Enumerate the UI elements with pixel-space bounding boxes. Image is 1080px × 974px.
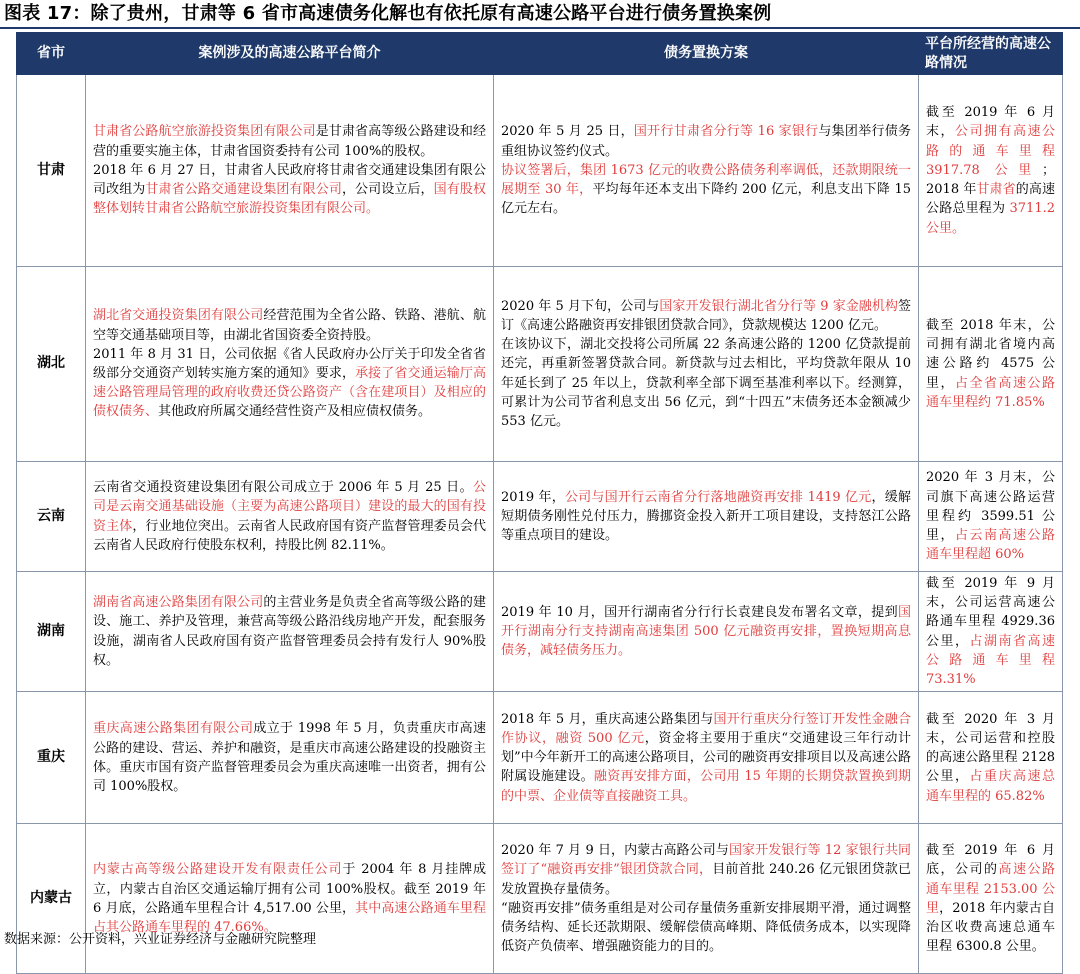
highway-cell <box>919 692 1063 824</box>
body-text: ；2018 年 <box>926 162 1055 198</box>
header-province: 省市 <box>17 33 86 75</box>
case-table <box>16 32 1063 974</box>
body-text: 2020 年 5 月下旬，公司与 <box>501 298 660 314</box>
province-cell: 云南 <box>17 462 86 572</box>
province-cell: 内蒙古 <box>17 824 86 974</box>
highlight-text: 公司拥有高速公路的通车里程 3917.78 公里 <box>926 124 1055 178</box>
body-text: 在该协议下，湖北交投将公司所属 22 条高速公路的 1200 亿贷款提前还完，再重新签署贷款合同。新贷款与过去相比，平均贷款年限从 10 年延长到了 25 年以上，贷款利率全部下调至基准利率以下。经测算，可累计为公司节省利息支出 56 亿元，到“十四五”末债务还本金额减少 553 亿元。 <box>501 337 911 429</box>
body-text: 2020 年 5 月 25 日， <box>501 124 634 140</box>
intro-cell <box>86 824 494 974</box>
highlight-text: 国有股权整体划转甘肃省公路航空旅游投资集团有限公司。 <box>93 182 486 217</box>
highlight-text: 国开行湖南分行支持湖南高速集团 500 亿元融资再安排，置换短期高息债务，减轻债务压力。 <box>501 604 911 659</box>
body-text: 的主营业务是负责全省高等级公路的建设、施工、养护及管理，兼营高等级公路沿线房地产开发，配套服务设施，湖南省人民政府国有资产监督管理委员会持有发行人 90%股权。 <box>93 595 486 668</box>
intro-cell <box>86 692 494 824</box>
table-row <box>17 75 1063 267</box>
body-text: ，资金将主要用于重庆“交通建设三年行动计划”中今年新开工的高速公路项目，公司的融资再安排项目以及高速公路附属设施建设。 <box>501 730 912 785</box>
highlight-text: 国开行甘肃省分行等 16 家银行 <box>633 124 819 140</box>
body-text: “融资再安排”债务重组是对公司存量债务重新安排展期平滑，通过调整债务结构、延长还款期限、缓解偿债高峰期、降低债务成本，以实现降低资产负债率、增强融资能力的目的。 <box>501 900 911 955</box>
body-text: 是甘肃省高等级公路建设和经营的重要实施主体，甘肃省国资委持有公司 100%的股权。 <box>93 124 486 159</box>
figure-title: 图表 17：除了贵州，甘肃等 6 省市高速债务化解也有依托原有高速公路平台进行债务置换案例 <box>4 3 772 24</box>
plan-cell <box>494 692 919 824</box>
highlight-text: 高速公路通车里程 2153.00 公里 <box>926 862 1055 916</box>
highlight-text: 占全省高速公路通车里程约 71.85% <box>926 375 1055 410</box>
body-text: 与集团举行债务重组协议签约仪式。 <box>501 124 911 159</box>
table-row <box>17 824 1063 974</box>
title-rule <box>0 27 1080 29</box>
highlight-text: 甘肃省 <box>976 182 1016 198</box>
intro-cell <box>86 462 494 572</box>
highlight-text: 内蒙古高等级公路建设开发有限责任公司 <box>93 862 343 878</box>
body-text: 平均每年还本支出下降约 200 亿元，利息支出下降 15 亿元左右。 <box>501 182 911 217</box>
province-cell: 甘肃 <box>17 75 86 267</box>
body-text: 2018 年 6 月 27 日，甘肃省人民政府将甘肃省交通建设集团有限公司改组为 <box>93 162 486 198</box>
body-text: 截至 2018 年末，公司拥有湖北省境内高速公路约 4575 公里， <box>926 317 1055 391</box>
highlight-text: 甘肃省公路航空旅游投资集团有限公司 <box>93 124 316 140</box>
province-cell: 湖北 <box>17 267 86 462</box>
body-text: 签订《高速公路融资再安排银团贷款合同》，贷款规模达 1200 亿元。 <box>501 298 911 333</box>
highlight-text: 国家开发银行等 12 家银行共同签订了“融资再安排”银团贷款合同， <box>501 843 911 878</box>
body-text: 截至 2019 年 9 月末，公司运营高速公路通车里程 4929.36 公里， <box>926 576 1055 649</box>
body-text: 的高速公路总里程为 <box>926 182 1055 217</box>
header-plan: 债务置换方案 <box>494 33 919 75</box>
plan-cell <box>494 824 919 974</box>
highlight-text: 甘肃省公路交通建设集团有限公司 <box>145 182 342 198</box>
table-row <box>17 267 1063 462</box>
highlight-text: 国开行重庆分行签订开发性金融合作协议，融资 500 亿元 <box>501 711 911 746</box>
body-text: 2020 年 7 月 9 日，内蒙古高路公司与 <box>501 843 729 859</box>
body-text: ，行业地位突出。云南省人民政府国有资产监督管理委员会代云南省人民政府行使股东权利，持股比例 82.11%。 <box>93 518 486 553</box>
body-text: 2020 年 3 月末，公司旗下高速公路运营里程约 3599.51 公里， <box>926 470 1055 544</box>
highlight-text: 公司是云南交通基础设施（主要为高速公路项目）建设的最大的国有投资主体 <box>93 480 486 534</box>
intro-cell <box>86 267 494 462</box>
highway-cell <box>919 824 1063 974</box>
highlight-text: 国家开发银行湖北省分行等 9 家金融机构 <box>659 298 898 314</box>
intro-cell <box>86 572 494 692</box>
highlight-text: 占云南高速公路通车里程超 60% <box>926 528 1055 563</box>
body-text: 2011 年 8 月 31 日，公司依据《省人民政府办公厅关于印发全省省级部分交通资产划转实施方案的通知》要求， <box>93 346 486 381</box>
highlight-text: 公司与国开行云南省分行落地融资再安排 1419 亿元 <box>564 489 872 505</box>
body-text: 2019 年 10 月，国开行湖南省分行行长袁建良发布署名文章，提到 <box>501 604 898 620</box>
header-highway: 平台所经营的高速公路情况 <box>919 33 1063 75</box>
highlight-text: 3711.2 公里。 <box>926 201 1055 236</box>
highlight-text: 湖南省高速公路集团有限公司 <box>93 595 264 611</box>
body-text: 于 2004 年 8 月挂牌成立，内蒙古自治区交通运输厅拥有公司 100%股权。截至 2019 年 6 月底，公路通车里程合计 4,517.00 公里， <box>93 862 486 916</box>
header-row <box>17 33 1063 75</box>
body-text: 截至 2020 年 3 月末，公司运营和控股的高速公路里程 2128 公里， <box>926 711 1055 785</box>
header-intro: 案例涉及的高速公路平台简介 <box>86 33 494 75</box>
highlight-text: 占重庆高速总通车里程的 65.82% <box>926 769 1055 804</box>
body-text: 经营范围为全省公路、铁路、港航、航空等交通基础项目等，由湖北省国资委全资持股。 <box>93 308 486 343</box>
intro-cell <box>86 75 494 267</box>
plan-cell <box>494 267 919 462</box>
body-text: 2018 年 5 月，重庆高速公路集团与 <box>501 711 714 727</box>
highlight-text: 协议签署后，集团 1673 亿元的收费公路债务利率调低，还款期限统一展期至 30 年， <box>501 162 911 198</box>
highway-cell <box>919 462 1063 572</box>
highlight-text: 其中高速公路通车里程占其公路通车里程的 47.66%。 <box>93 900 486 935</box>
body-text: 截至 2019 年 6 月底，公司的 <box>926 843 1055 878</box>
body-text: 成立于 1998 年 5 月，负责重庆市高速公路的建设、营运、养护和融资，是重庆市高速公路建设的投融资主体。重庆市国有资产监督管理委员会为重庆高速唯一出资者，拥有公司 100%股权。 <box>93 721 486 794</box>
body-text: 云南省交通投资建设集团有限公司成立于 2006 年 5 月 25 日。 <box>93 480 473 496</box>
body-text: ，2018 年内蒙古自治区收费高速总通车里程 6300.8 公里。 <box>926 900 1055 955</box>
body-text: 目前首批 240.26 亿元银团贷款已发放置换存量债务。 <box>501 862 911 897</box>
plan-cell <box>494 572 919 692</box>
body-text: ，公司设立后， <box>341 182 434 198</box>
province-cell: 湖南 <box>17 572 86 692</box>
body-text: 2019 年， <box>501 489 565 505</box>
highway-cell <box>919 572 1063 692</box>
province-cell: 重庆 <box>17 692 86 824</box>
highlight-text: 融资再安排方面，公司用 15 年期的长期贷款置换到期的中票、企业债等直接融资工具。 <box>501 769 911 804</box>
table-row <box>17 462 1063 572</box>
source-note: 数据来源：公开资料，兴业证券经济与金融研究院整理 <box>4 932 317 947</box>
highlight-text: 承接了省交通运输厅高速公路管理局管理的政府收费还贷公路资产（含在建项目）及相应的债权债务、 <box>93 366 486 420</box>
body-text: 其他政府所属交通经营性资产及相应债权债务。 <box>158 404 432 420</box>
highway-cell <box>919 75 1063 267</box>
highlight-text: 占湖南省高速公路通车里程 73.31% <box>926 633 1055 688</box>
highway-cell <box>919 267 1063 462</box>
table-row <box>17 572 1063 692</box>
body-text: ，缓解短期债务刚性兑付压力，腾挪资金投入新开工项目建设，支持怒江公路等重点项目的建设。 <box>501 489 911 544</box>
body-text: 截至 2019 年 6 月末， <box>926 105 1055 140</box>
highlight-text: 湖北省交通投资集团有限公司 <box>93 308 264 324</box>
plan-cell <box>494 75 919 267</box>
highlight-text: 重庆高速公路集团有限公司 <box>93 721 254 737</box>
table-row <box>17 692 1063 824</box>
plan-cell <box>494 462 919 572</box>
